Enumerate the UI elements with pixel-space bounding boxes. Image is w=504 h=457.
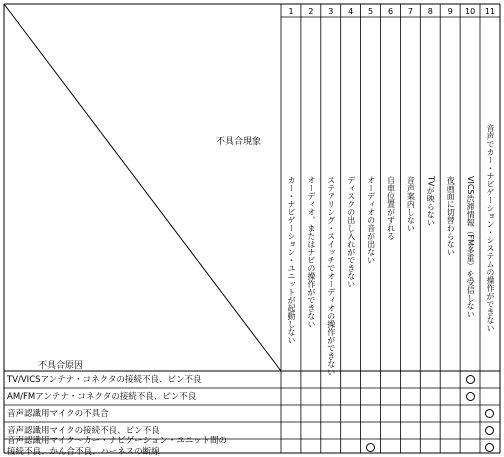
symptom-label: ステアリング・スイッチでオーディオの操作ができない [326, 176, 336, 376]
symptom-label: 音声案内しない [406, 176, 416, 232]
column-number: 3 [328, 7, 334, 16]
column-number: 9 [447, 7, 453, 16]
symptom-label: カー・ナビゲーション・ユニットが起動しない [287, 176, 296, 344]
symptom-label: 自車位置がずれる [386, 176, 396, 240]
symptom-heading: 不具合現象 [216, 137, 262, 147]
column-number: 7 [407, 7, 413, 16]
symptom-label: 音声でカー・ナビゲーション・システムの操作ができない [486, 124, 495, 332]
column-number: 10 [465, 7, 476, 16]
column-number: 11 [484, 7, 496, 16]
cause-text: 接続不良、かん合不良、ハーネスの断線 [7, 447, 160, 457]
applicable-mark [466, 392, 475, 401]
cause-text: 音声認識用マイクの不具合 [7, 409, 109, 419]
symptom-label: TVが映らない [426, 176, 436, 227]
cause-text: TV/VICSアンテナ・コネクタの接続不良、ピン不良 [7, 375, 202, 385]
applicable-mark [466, 375, 475, 384]
column-number: 8 [427, 7, 433, 16]
column-number: 1 [288, 7, 294, 16]
column-number: 4 [348, 7, 354, 16]
symptom-label: ディスクの出し入れができない [346, 176, 356, 288]
applicable-mark [485, 443, 494, 452]
column-number: 2 [308, 7, 314, 16]
cause-text: AM/FMアンテナ・コネクタの接続不良、ピン不良 [7, 392, 197, 402]
corner-diagonal [4, 4, 281, 371]
symptom-label: VICS渋滞情報（FM多重）を受信しない [466, 176, 476, 318]
column-number: 6 [387, 7, 394, 16]
symptom-label: 夜画面に切替わらない [446, 176, 456, 256]
cause-heading: 不具合原因 [38, 361, 84, 371]
symptom-label: オーディオ、またはナビの操作ができない [306, 176, 316, 328]
symptom-label: オーディオの音が出ない [366, 176, 376, 264]
applicable-mark [366, 443, 375, 452]
column-number: 5 [368, 7, 374, 16]
cause-text: 音声認識用マイク〜カー・ナビゲーション・ユニット間の [7, 436, 227, 446]
cause-text: 音声認識用マイクの接続不良、ピン不良 [7, 426, 160, 436]
